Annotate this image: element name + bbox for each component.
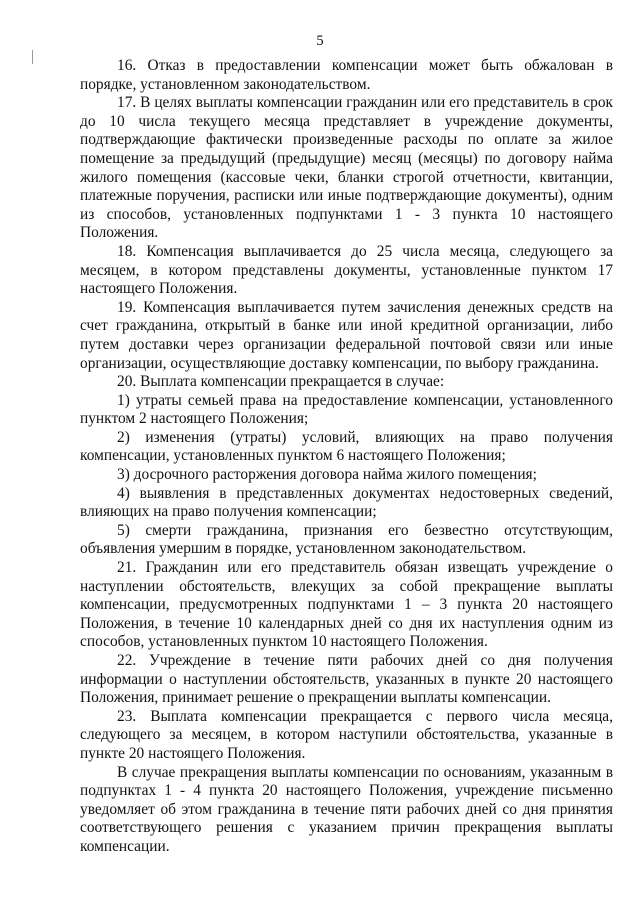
paragraph-16: 16. Отказ в предоставлении компенсации может быть обжалован в порядке, установленном законодательством. <box>80 57 613 93</box>
page-number: 5 <box>316 33 324 49</box>
paragraph-20-item-4: 4) выявления в представленных документах недостоверных сведений, влияющих на право получения компенсации; <box>80 484 613 521</box>
paragraph-22: 22. Учреждение в течение пяти рабочих дней со дня получения информации о наступлении обстоятельств, указанных в пункте 20 настоящего Положения, принимает решение о прекращении выплаты компенсации. <box>80 652 613 707</box>
document-body <box>80 57 613 857</box>
paragraph-19: 19. Компенсация выплачивается путем зачисления денежных средств на счет гражданина, открытый в банке или иной кредитной организации, либо путем доставки через организации федеральной почтовой связи или иные организации, осуществляющие доставку компенсации, по выбору гражданина. <box>80 298 613 372</box>
paragraph-23: 23. Выплата компенсации прекращается с первого числа месяца, следующего за месяцем, в котором наступили обстоятельства, указанные в пункте 20 настоящего Положения. <box>80 707 613 762</box>
paragraph-closing: В случае прекращения выплаты компенсации по основаниям, указанным в подпунктах 1 - 4 пункта 20 настоящего Положения, учреждение письменно уведомляет об этом гражданина в течение пяти рабочих дней со дня принятия соответствующего решения с указанием причин прекращения выплаты компенсации. <box>80 763 613 855</box>
paragraph-18: 18. Компенсация выплачивается до 25 числа месяца, следующего за месяцем, в котором представлены документы, установленные пунктом 17 настоящего Положения. <box>80 242 613 298</box>
paragraph-20-item-2: 2) изменения (утраты) условий, влияющих на право получения компенсации, установленных пунктом 6 настоящего Положения; <box>80 428 613 465</box>
scan-artifact-mark <box>32 50 33 64</box>
paragraph-20-item-5: 5) смерти гражданина, признания его безвестно отсутствующим, объявления умершим в порядке, установленном законодательством. <box>80 521 613 558</box>
paragraph-20-item-3: 3) досрочного расторжения договора найма жилого помещения; <box>117 466 537 484</box>
paragraph-17: 17. В целях выплаты компенсации гражданин или его представитель в срок до 10 числа текущего месяца представляет в учреждение документы, подтверждающие фактически произведенные расходы по оплате за жилое помещение за предыдущий (предыдущие) месяц (месяцы) по договору найма жилого помещения (кассовые чеки, бланки строгой отчетности, квитанции, платежные поручения, расписки или иные подтверждающие документы), одним из способов, установленных подпунктами 1 - 3 пункта 10 настоящего Положения. <box>80 94 613 242</box>
paragraph-20: 20. Выплата компенсации прекращается в случае: <box>117 373 445 391</box>
paragraph-21: 21. Гражданин или его представитель обязан извещать учреждение о наступлении обстоятельств, влекущих за собой прекращение выплаты компенсации, предусмотренных подпунктами 1 – 3 пункта 20 настоящего Положения, в течение 10 календарных дней со дня их наступления одним из способов, установленных пунктом 10 настоящего Положения. <box>80 559 613 651</box>
paragraph-20-item-1: 1) утраты семьей права на предоставление компенсации, установленного пунктом 2 настоящего Положения; <box>80 391 613 428</box>
